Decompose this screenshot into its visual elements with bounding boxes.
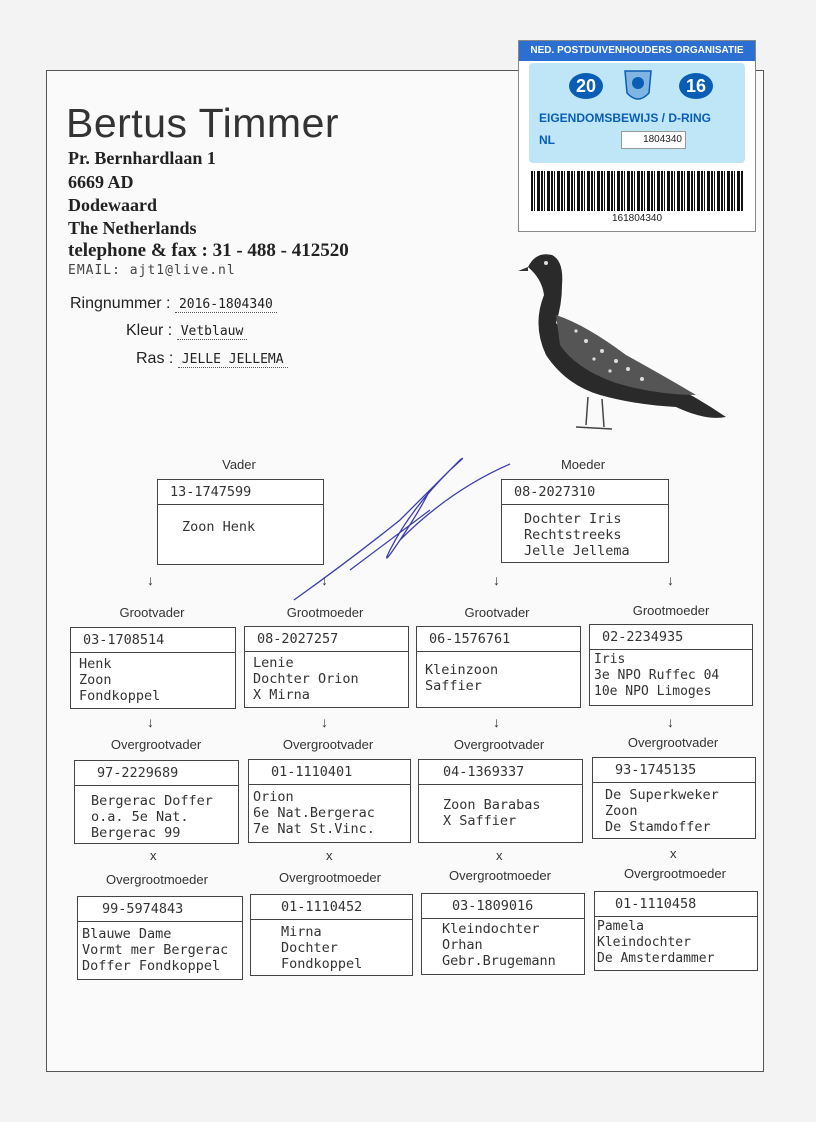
ring-label: Ringnummer : [70,295,171,312]
great-grandfather-card [592,757,756,839]
grandparent-ring: 02-2234935 [590,625,752,650]
ring-value: 2016-1804340 [175,297,277,313]
great-grandfather-ring: 93-1745135 [593,758,755,783]
arrow-down: ↓ [667,714,674,730]
great-grandfather-desc: Bergerac Doffer o.a. 5e Nat. Bergerac 99 [91,793,213,841]
great-grandmother-desc: Kleindochter Orhan Gebr.Brugemann [442,921,556,969]
great-grandfather-ring: 01-1110401 [249,760,410,785]
stamp-title: EIGENDOMSBEWIJS / D-RING [539,111,712,125]
great-grandmother-label: Overgrootmoeder [449,868,551,883]
great-grandmother-label: Overgrootmoeder [106,872,208,887]
great-grandmother-card [250,894,413,976]
barcode-number: 161804340 [611,213,663,224]
arrow-down: ↓ [321,714,328,730]
father-desc: Zoon Henk [182,519,256,535]
stamp-year-right: 16 [679,73,713,99]
mother-ring: 08-2027310 [502,480,668,505]
great-grandmother-ring: 01-1110452 [251,895,412,920]
stamp-ring-number: 1804340 [621,131,686,149]
great-grandfather-desc: De Superkweker Zoon De Stamdoffer [605,787,719,835]
arrow-down: ↓ [493,714,500,730]
grandparent-desc: Henk Zoon Fondkoppel [79,656,161,704]
father-label: Vader [222,457,256,472]
great-grandfather-ring: 04-1369337 [419,760,582,785]
great-grandfather-label: Overgrootvader [453,737,545,752]
cross-mark: x [150,848,157,863]
great-grandmother-ring: 99-5974843 [78,897,242,922]
owner-postcode: 6669 AD [68,172,134,192]
barcode [531,171,743,211]
great-grandmother-label: Overgrootmoeder [279,870,381,885]
arrow-down: ↓ [667,572,674,588]
arrow-down: ↓ [321,572,328,588]
arrow-down: ↓ [147,572,154,588]
cross-mark: x [326,848,333,863]
great-grandmother-desc: Mirna Dochter Fondkoppel [281,924,363,972]
grandparent-card [70,627,236,709]
great-grandmother-card [77,896,243,980]
breed-row [136,350,288,368]
great-grandfather-ring: 97-2229689 [75,761,238,786]
grandparent-label: Grootmoeder [286,605,364,620]
grandparent-card [589,624,753,706]
owner-phone: telephone & fax : 31 - 488 - 412520 [68,240,349,261]
arrow-down: ↓ [493,572,500,588]
lion-crest-icon [621,67,655,107]
father-ring: 13-1747599 [158,480,323,505]
father-card [157,479,324,565]
stamp-org: NED. POSTDUIVENHOUDERS ORGANISATIE [519,41,755,61]
grandparent-label: Grootvader [119,605,185,620]
owner-street: Pr. Bernhardlaan 1 [68,148,216,168]
cross-mark: x [670,846,677,861]
ring-row [70,295,277,313]
mother-label: Moeder [560,457,606,472]
great-grandmother-ring: 03-1809016 [422,894,584,919]
mother-card [501,479,669,563]
great-grandmother-card [594,891,758,971]
arrow-down: ↓ [147,714,154,730]
great-grandmother-desc: Blauwe Dame Vormt mer Bergerac Doffer Fondkoppel [82,926,229,974]
grandparent-ring: 06-1576761 [417,627,580,652]
great-grandmother-ring: 01-1110458 [595,892,757,917]
grandparent-desc: Lenie Dochter Orion X Mirna [253,655,359,703]
owner-country: The Netherlands [68,218,197,238]
color-row [126,322,247,340]
great-grandmother-desc: Pamela Kleindochter De Amsterdammer [597,919,715,966]
grandparent-desc: Iris 3e NPO Ruffec 04 10e NPO Limoges [594,652,720,699]
mother-desc: Dochter Iris Rechtstreeks Jelle Jellema [524,511,630,559]
grandparent-desc: Kleinzoon Saffier [425,662,499,694]
great-grandfather-label: Overgrootvader [282,737,374,752]
owner-email: EMAIL: ajt1@live.nl [68,263,236,278]
stamp-country: NL [539,133,555,147]
grandparent-label: Grootmoeder [632,603,710,618]
stamp-year-left: 20 [569,73,603,99]
great-grandmother-label: Overgrootmoeder [624,866,726,881]
great-grandfather-desc: Orion 6e Nat.Bergerac 7e Nat St.Vinc. [253,789,375,837]
great-grandfather-card [248,759,411,843]
breed-value: JELLE JELLEMA [178,352,288,368]
cross-mark: x [496,848,503,863]
owner-city: Dodewaard [68,195,157,215]
stamp-body [529,63,745,163]
grandparent-label: Grootvader [464,605,530,620]
grandparent-card [244,626,409,708]
great-grandfather-label: Overgrootvader [627,735,719,750]
great-grandfather-desc: Zoon Barabas X Saffier [443,797,541,829]
breed-label: Ras : [136,350,174,367]
great-grandfather-card [418,759,583,843]
color-value: Vetblauw [177,324,248,340]
grandparent-ring: 08-2027257 [245,627,408,652]
owner-name: Bertus Timmer [66,100,340,146]
color-label: Kleur : [126,322,173,339]
great-grandfather-label: Overgrootvader [110,737,202,752]
pigeon-illustration [516,245,736,450]
grandparent-card [416,626,581,708]
ownership-certificate-stamp [518,40,756,232]
great-grandfather-card [74,760,239,844]
grandparent-ring: 03-1708514 [71,628,235,653]
great-grandmother-card [421,893,585,975]
